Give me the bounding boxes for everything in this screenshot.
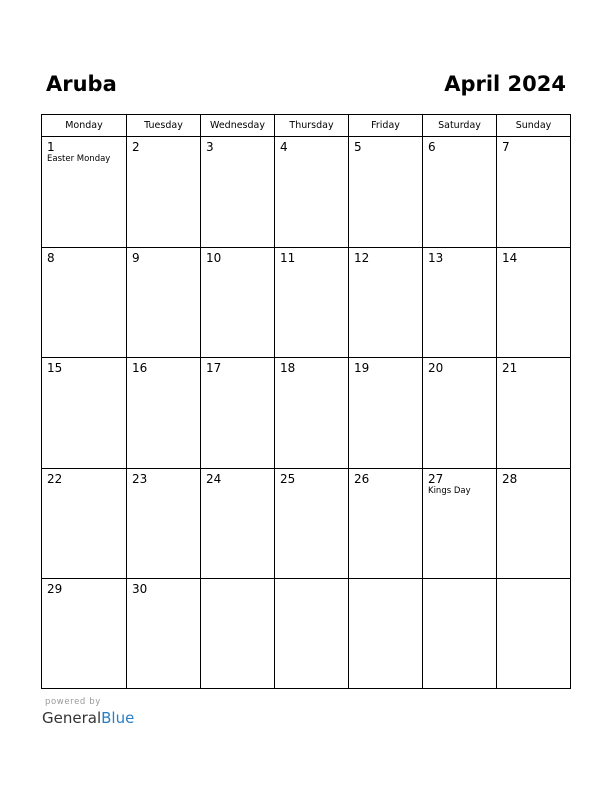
day-number: 19: [354, 361, 370, 375]
day-number: 8: [47, 251, 55, 265]
day-number: 13: [428, 251, 444, 265]
day-cell: [42, 579, 127, 688]
day-cell: [127, 137, 201, 247]
day-cell: [497, 248, 570, 357]
day-number: 15: [47, 361, 63, 375]
day-cell: [275, 248, 349, 357]
day-cell: [423, 358, 497, 468]
day-number: 20: [428, 361, 444, 375]
day-cell: [497, 137, 570, 247]
day-number: 21: [502, 361, 518, 375]
brand-part-general: General: [42, 709, 102, 727]
day-number: 2: [132, 140, 140, 154]
powered-by-label: powered by: [45, 697, 101, 707]
day-cell-empty: [349, 579, 423, 688]
day-cell: [423, 248, 497, 357]
day-number: 3: [206, 140, 214, 154]
day-cell: [201, 358, 275, 468]
day-cell: [201, 469, 275, 578]
day-cell: [349, 358, 423, 468]
week-row: [42, 137, 570, 248]
brand-part-blue: Blue: [101, 709, 135, 727]
holiday-label: Easter Monday: [47, 154, 111, 164]
day-number: 7: [502, 140, 510, 154]
day-cell: [127, 579, 201, 688]
week-row: [42, 358, 570, 469]
day-cell: [275, 358, 349, 468]
week-row: [42, 248, 570, 358]
day-cell-empty: [275, 579, 349, 688]
day-number: 11: [280, 251, 296, 265]
day-number: 29: [47, 582, 63, 596]
day-cell: [127, 248, 201, 357]
day-cell: [423, 469, 497, 578]
day-cell: [42, 248, 127, 357]
day-number: 25: [280, 472, 296, 486]
weekday-tuesday: Tuesday: [127, 115, 201, 136]
day-number: 4: [280, 140, 288, 154]
generalblue-logo[interactable]: [42, 708, 134, 728]
holiday-label: Kings Day: [428, 486, 471, 496]
day-cell: [42, 469, 127, 578]
day-cell: [275, 137, 349, 247]
day-cell: [127, 358, 201, 468]
calendar-grid: [41, 114, 571, 689]
day-number: 23: [132, 472, 148, 486]
day-cell: [42, 358, 127, 468]
day-number: 18: [280, 361, 296, 375]
weekday-monday: Monday: [42, 115, 127, 136]
day-number: 14: [502, 251, 518, 265]
day-cell: [497, 358, 570, 468]
weekday-thursday: Thursday: [275, 115, 349, 136]
day-number: 10: [206, 251, 222, 265]
day-number: 17: [206, 361, 222, 375]
day-cell-empty: [201, 579, 275, 688]
week-row: [42, 579, 570, 688]
day-cell: [127, 469, 201, 578]
day-cell: [42, 137, 127, 247]
week-row: [42, 469, 570, 579]
day-number: 24: [206, 472, 222, 486]
day-number: 5: [354, 140, 362, 154]
day-number: 30: [132, 582, 148, 596]
day-cell: [349, 248, 423, 357]
day-cell: [275, 469, 349, 578]
weekday-sunday: Sunday: [515, 120, 552, 131]
day-cell: [349, 137, 423, 247]
day-cell: [201, 137, 275, 247]
day-number: 9: [132, 251, 140, 265]
weekday-wednesday: Wednesday: [201, 115, 275, 136]
day-cell: [497, 469, 570, 578]
day-number: 6: [428, 140, 436, 154]
day-cell-empty: [423, 579, 497, 688]
weekday-header-row: [42, 115, 570, 137]
day-cell: [423, 137, 497, 247]
day-cell: [349, 469, 423, 578]
month-year-title: April 2024: [444, 72, 566, 96]
weekday-saturday: Saturday: [423, 115, 497, 136]
day-number: 28: [502, 472, 518, 486]
day-number: 1: [47, 140, 55, 154]
day-number: 22: [47, 472, 63, 486]
day-number: 26: [354, 472, 370, 486]
weekday-friday: Friday: [349, 115, 423, 136]
day-number: 16: [132, 361, 148, 375]
day-number: 12: [354, 251, 370, 265]
day-cell-empty: [497, 579, 570, 688]
day-number: 27: [428, 472, 444, 486]
country-title: Aruba: [46, 72, 117, 96]
day-cell: [201, 248, 275, 357]
